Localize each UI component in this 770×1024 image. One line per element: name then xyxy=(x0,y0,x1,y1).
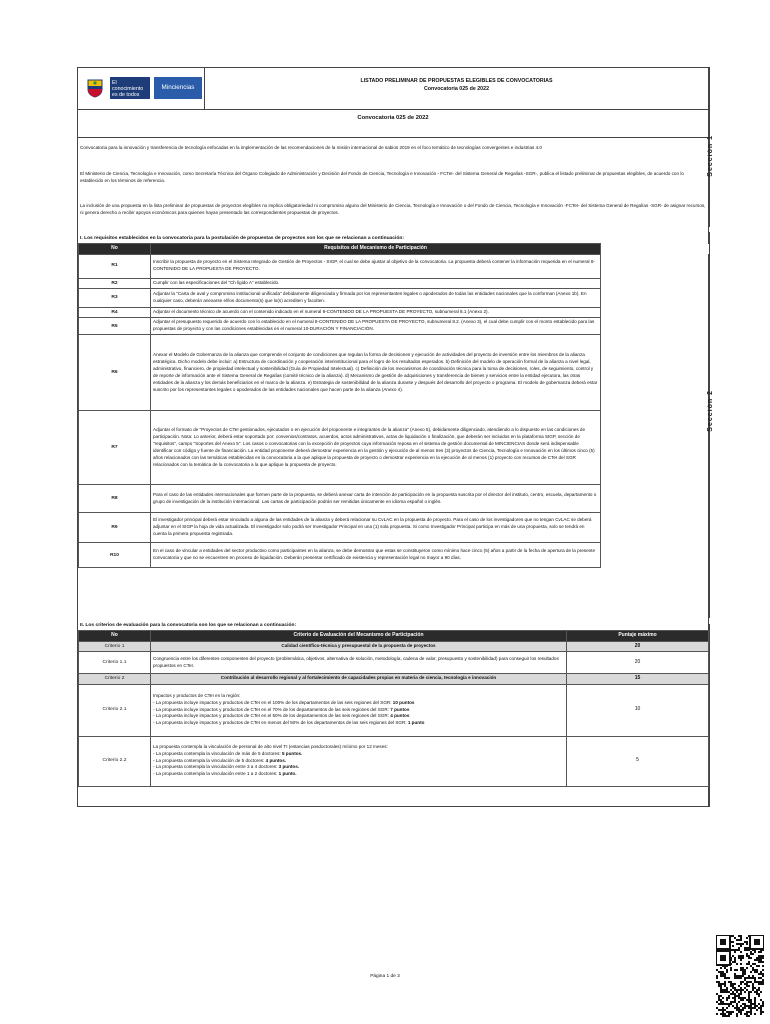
requisito-text: El investigador principal deberá estar vinculado a alguna de las entidades de la alianza y deberá relacionar su CvLAC en la propuesta de proyecto. Para el caso de los investigadores que no tengan CvLAC se deberá adjuntar en el SIGP la hoja de vida actualizada. El investigador solo podrá ser Investigador Principal en una (1) sola propuesta. Si como Investigador Principal participa en más de una propuesta, solo se tendrá en cuenta la primera propuesta registrada. xyxy=(151,513,601,543)
requisito-blank xyxy=(601,288,709,307)
criterio-puntaje: 20 xyxy=(567,641,709,652)
criterio-line xyxy=(153,713,564,720)
blank-header xyxy=(601,244,709,255)
criterio-line-points: 10 puntos xyxy=(392,699,415,705)
criterio-line xyxy=(153,764,564,771)
criterio-puntaje: 10 xyxy=(567,684,709,736)
criterio-line-points: 3 puntos. xyxy=(278,764,300,770)
crit-col-no-header: No xyxy=(79,631,151,642)
criterios-body xyxy=(79,641,709,786)
criterio-puntaje: 15 xyxy=(567,674,709,685)
requisito-code: R9 xyxy=(79,513,151,543)
criterios-title: II. Los criterios de evaluación para la convocatoria son los que se relacionan a continuación: xyxy=(80,623,297,628)
requisitos-table xyxy=(78,243,709,568)
criterio-line-text: Congruencia entre los diferentes componentes del proyecto (problemática, objetivos, alternativa de solución, metodología, cadena de valor, presupuesto y sostenibilidad) para conseguir los resultados propuestos en CTeI. xyxy=(153,655,559,668)
requisito-row xyxy=(79,411,709,485)
requisito-text: Anexar el Modelo de Gobernanza de la alianza que comprende el conjunto de condiciones que regulan la forma de decisiones y ejecución de actividades del proyecto de inversión entre los miembros de la alianza estratégica. Dicho modelo debe incluir: a) Estructura de coordinación y cooperación interinstitucional para el logro de los resultados esperados. b) Definición del modelo de operación formal de la alianza a nivel legal, administrativo, financiero, de propiedad intelectual y sostenibilidad (Guía de Propiedad Intelectual). c) Definición de los mecanismos de coordinación técnica para la toma de decisiones, roles, de seguimiento, control y de reporte de información ante el Sistema General de Regalías (comité técnico de la alianza). d) Mecanismo de gestión de adquisiciones y transferencia de bienes y servicios entre la entidad ejecutora, las otras entidades de la alianza y los demás beneficiarios en el marco de la alianza. e) Estrategia de sostenibilidad de la alianza durante y después del desarrollo del proyecto o programa. El modelo de gobernanza deberá estar suscrito por los representantes legales o apoderados de las entidades nacionales que hacen parte de la alianza (Anexo 4). xyxy=(151,335,601,411)
criterio-line xyxy=(153,720,564,727)
requisito-blank xyxy=(601,411,709,485)
criterio-group-row xyxy=(79,641,709,652)
criterio-line-text: - La propuesta contempla la vinculación de 5 doctores: xyxy=(153,757,266,763)
requisito-code: R7 xyxy=(79,411,151,485)
requisito-blank xyxy=(601,318,709,335)
criterio-line xyxy=(153,751,564,758)
criterio-text: Calidad científico-técnica y presupuestal de la propuesta de proyectos xyxy=(151,641,567,652)
section-2-label: Sección 2 xyxy=(707,390,714,432)
crit-col-criterio-header: Criterio de Evaluación del Mecanismo de Participación xyxy=(151,631,567,642)
requisito-code: R3 xyxy=(79,288,151,307)
criterio-line-points: 4 puntos xyxy=(390,713,410,719)
requisito-row xyxy=(79,254,709,278)
requisito-blank xyxy=(601,307,709,317)
qr-code-icon xyxy=(716,935,764,1017)
requisito-code: R6 xyxy=(79,335,151,411)
criterio-code: Criterio 1.1 xyxy=(79,652,151,674)
requisito-text: Cumplir con las especificaciones del "Ch ligido A" establecido. xyxy=(151,278,601,288)
criterio-line xyxy=(153,707,564,714)
requisitos-body xyxy=(79,254,709,568)
document-header xyxy=(78,68,708,110)
document-subtitle: Convocatoria 025 de 2022 xyxy=(423,86,490,93)
criterio-line-text: Impactos y productos de CTeI en la región: xyxy=(153,692,241,698)
col-requisito-header: Requisitos del Mecanismo de Participación xyxy=(151,244,601,255)
criterio-line xyxy=(153,758,564,765)
requisito-text: Adjuntar el presupuesto requerido de acuerdo con lo establecido en el numeral 8-CONTENIDO DE LA PROPUESTA DE PROYECTO, subnumeral 8.2. (Anexo 3), el cual debe cumplir con el monto establecido para las propuestas de proyecto y con las condiciones establecidas en el numeral 10-DURACIÓN Y FINANCIACIÓN. xyxy=(151,318,601,335)
brand-text: El conocimiento es de todos xyxy=(110,77,150,99)
criterio-text xyxy=(151,736,567,786)
section-3-divider xyxy=(709,624,710,807)
criterio-line-text: - La propuesta incluye impactos y productos de CTeI en menos del 50% de los departamentos de las seis regiones del SGR: xyxy=(153,720,408,726)
crit-col-puntaje-header: Puntaje máximo xyxy=(567,631,709,642)
requisito-text: Adjuntar la "Carta de aval y compromiso institucional unificada" debidamente diligenciada y firmada por los representantes legales o apoderados de todas las entidades nacionales que la conforman (Anexo 1b). En cualquier caso, deberán anexarse el/los documento(s) que lo(s) acrediten y faculten. xyxy=(151,288,601,307)
requisito-blank xyxy=(601,254,709,278)
criterio-line-text: - La propuesta incluye impactos y productos de CTeI en el 50% de los departamentos de las seis regiones del SGR: xyxy=(153,713,391,719)
requisito-text: Adjuntar el formato de "Proyectos de CTeI gestionados, ejecutados o en ejecución del proponente e integrantes de la alianza" (Anexo 5), debidamente diligenciado, atendiendo a lo dispuesto en las condiciones de participación. Nota: Lo anterior, deberá estar soportado por: convenios/contratos, acuerdos, actos administrativos, actas de liquidación o finalización, que deberán ser incluidos en la plataforma SIGP, sección de "requisitos", campo "Soportes del Anexo 5". Los casos o convocatorias con la excepción de proyectos cuya información reposa en el sistema de gestión documental de MINCIENCIAS donde será indispensable identificar con código y fuente de financiación. La entidad proponente deberá demostrar experiencia en la gestión y ejecución de al menos tres (3) proyectos de Ciencia, Tecnología e Innovación en los últimos cinco (5) años relacionados con las temáticas establecidas en la convocatoria a la que aplique la propuesta de proyecto o demostrar experiencia en la ejecución de al menos (1) proyecto con recursos de CTeI del SGR relacionados con la temática de la convocatoria a la que aplique la propuesta de proyecto. xyxy=(151,411,601,485)
requisito-code: R10 xyxy=(79,543,151,568)
requisitos-title: I. Los requisitos establecidos en la convocatoria para la postulación de propuestas de proyectos son los que se relacionan a continuación: xyxy=(80,236,404,241)
requisito-text: Adjuntar el documento técnico de acuerdo con el contenido indicado en el numeral 8-CONTENIDO DE LA PROPUESTA DE PROYECTO, subnumeral 8.1 (Anexo 2). xyxy=(151,307,601,317)
ministry-logo: Minciencias xyxy=(154,77,202,99)
document-title: LISTADO PRELIMINAR DE PROPUESTAS ELEGIBLES DE CONVOCATORIAS xyxy=(360,78,553,84)
criterio-line-points: 7 puntos xyxy=(390,706,410,712)
criterio-puntaje: 20 xyxy=(567,652,709,674)
criterio-row xyxy=(79,736,709,786)
requisitos-header-row xyxy=(79,244,709,255)
criterios-table xyxy=(78,630,709,787)
requisito-row xyxy=(79,288,709,307)
requisito-row xyxy=(79,335,709,411)
criterio-line xyxy=(153,700,564,707)
logo-area xyxy=(78,68,205,109)
criterio-text xyxy=(151,652,567,674)
requisito-code: R2 xyxy=(79,278,151,288)
document-frame xyxy=(77,67,709,807)
criterio-line-text: - La propuesta contempla la vinculación entre 1 a 2 doctores: xyxy=(153,771,279,777)
criterio-line-points: 1 punto. xyxy=(278,771,297,777)
requisito-row xyxy=(79,278,709,288)
document-title-block xyxy=(205,77,708,94)
requisito-row xyxy=(79,485,709,513)
page-number: Página 1 de 3 xyxy=(370,974,400,979)
criterio-code: Criterio 1 xyxy=(79,641,151,652)
criterio-line-points: 4 puntos. xyxy=(265,757,287,763)
requisito-blank xyxy=(601,335,709,411)
criterio-line-points: 1 punto xyxy=(407,720,425,726)
requisito-text: Para el caso de las entidades internacionales que formen parte de la propuesta, se deberá anexar carta de intención de participación en la propuesta suscrita por el director del instituto, centro, escuela, departamento o grupo de investigación de la institución internacional. Las cartas de participación podrán ser remitidas únicamente en idioma español o inglés. xyxy=(151,485,601,513)
requisito-row xyxy=(79,543,709,568)
intro-paragraph-2: El Ministerio de Ciencia, Tecnología e Innovación, como Secretaría Técnica del Órgano Colegiado de Administración y Decisión del Fondo de Ciencia, Tecnología e Innovación - FCTeI- del Sistema General de Regalías -SGR-, publica el listado preliminar de propuestas elegibles, de acuerdo con lo establecido en los términos de referencia. xyxy=(80,171,684,184)
criterio-line-text: - La propuesta incluye impactos y productos de CTeI en el 70% de los departamentos de las seis regiones del SGR: xyxy=(153,706,391,712)
coat-of-arms-icon xyxy=(84,77,106,99)
requisito-code: R4 xyxy=(79,307,151,317)
requisito-blank xyxy=(601,485,709,513)
requisito-row xyxy=(79,513,709,543)
intro-paragraph-1: Convocatoria para la innovación y transferencia de tecnología enfocadas en la implementación de las recomendaciones de la misión internacional de sabios 2019 en el foco temático de tecnologías convergentes e industrias 4.0 xyxy=(80,145,542,150)
requisito-text: Inscribir la propuesta de proyecto en el Sistema Integrado de Gestión de Proyectos - SIGP, el cual se debe ajustar al objetivo de la convocatoria. La propuesta deberá contener la información requerida en el numeral 8-CONTENIDO DE LA PROPUESTA DE PROYECTO. xyxy=(151,254,601,278)
requisito-text: En el caso de vincular a entidades del sector productivo como participantes en la alianza, se debe demostrar que estas se constituyeron como mínimo hace cinco (5) años a partir de la fecha de apertura de la presente convocatoria y que no se encuentren en proceso de liquidación. Deberán presentar certificado de existencia y representación legal no mayor a 90 días. xyxy=(151,543,601,568)
criterio-text: Contribución al desarrollo regional y al fortalecimiento de capacidades propias en materia de ciencia, tecnología e innovación xyxy=(151,674,567,685)
criterio-code: Criterio 2.2 xyxy=(79,736,151,786)
requisito-blank xyxy=(601,513,709,543)
criterio-group-row xyxy=(79,674,709,685)
col-no-header: No xyxy=(79,244,151,255)
criterio-line xyxy=(153,693,564,700)
criterio-code: Criterio 2 xyxy=(79,674,151,685)
requisito-blank xyxy=(601,278,709,288)
convocatoria-heading: Convocatoria 025 de 2022 xyxy=(357,115,429,121)
requisito-code: R5 xyxy=(79,318,151,335)
criterio-line-points: 5 puntos. xyxy=(281,750,303,756)
criterio-row xyxy=(79,652,709,674)
criterio-line xyxy=(153,744,564,751)
requisito-row xyxy=(79,307,709,317)
criterio-line-text: - La propuesta contempla la vinculación de más de 5 doctores: xyxy=(153,750,282,756)
requisito-blank xyxy=(601,543,709,568)
requisito-code: R1 xyxy=(79,254,151,278)
criterio-code: Criterio 2.1 xyxy=(79,684,151,736)
requisito-code: R8 xyxy=(79,485,151,513)
criterio-line xyxy=(153,656,564,670)
criterio-puntaje: 5 xyxy=(567,736,709,786)
criterio-line-text: La propuesta contempla la vinculación de personal de alto nivel TI (estancias posdoctorales) mínimo por 12 meses: xyxy=(153,743,388,749)
criterio-text xyxy=(151,684,567,736)
section-1-label: Sección 1 xyxy=(707,135,714,177)
criterio-row xyxy=(79,684,709,736)
criterio-line xyxy=(153,771,564,778)
criterio-line-text: - La propuesta incluye impactos y productos de CTeI en el 100% de los departamentos de las seis regiones del SGR: xyxy=(153,699,393,705)
criterios-header-row xyxy=(79,631,709,642)
criterio-line-text: - La propuesta contempla la vinculación entre 3 a 4 doctores: xyxy=(153,764,279,770)
requisito-row xyxy=(79,318,709,335)
intro-paragraph-3: La inclusión de una propuesta en la lista preliminar de propuestas de proyectos elegibles no implica obligatoriedad ni compromiso alguno del Ministerio de Ciencia, Tecnología e Innovación o del Fondo de Ciencia, Tecnología e Innovación -FCTeI- del Sistema General de Regalías -SGR- de asignar recursos, ni genera derecho a recibir apoyos económicos para quienes hayan presentado las correspondientes propuestas de proyectos. xyxy=(80,203,706,216)
